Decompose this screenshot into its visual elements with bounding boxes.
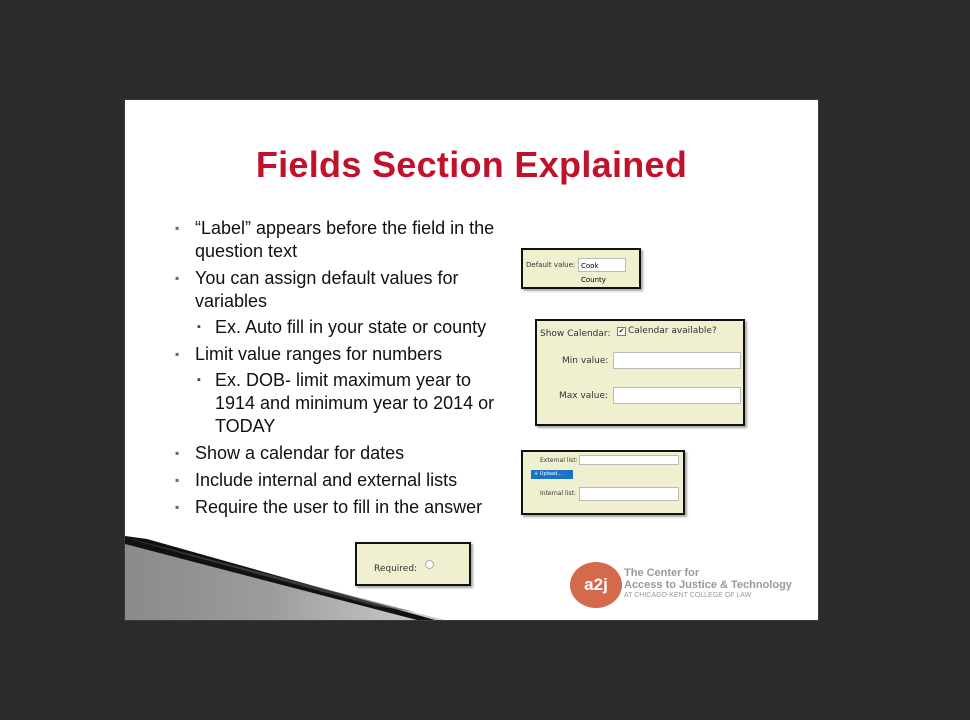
bullet-lists: ▪ Include internal and external lists bbox=[175, 470, 458, 490]
bullet-marker-icon: ▪ bbox=[175, 271, 180, 285]
sub-bullet-marker-icon: ▪ bbox=[197, 374, 201, 386]
sub-bullet-autofill: ▪ Ex. Auto fill in your state or county bbox=[197, 317, 487, 337]
bullet-marker-icon: ▪ bbox=[175, 473, 180, 487]
logo-line-2: Access to Justice & Technology bbox=[624, 579, 792, 591]
bullet-value-ranges: ▪ Limit value ranges for numbers bbox=[175, 344, 443, 364]
bullet-marker-icon: ▪ bbox=[175, 446, 180, 460]
default-value-input[interactable]: Cook County bbox=[578, 258, 626, 272]
slide-title: Fields Section Explained bbox=[255, 144, 688, 185]
default-value-label: Default value: bbox=[526, 261, 576, 269]
required-toggle[interactable] bbox=[425, 560, 434, 569]
external-list-input[interactable] bbox=[579, 455, 679, 465]
logo-line-3: AT CHICAGO-KENT COLLEGE OF LAW bbox=[624, 592, 752, 599]
bullet-calendar: ▪ Show a calendar for dates bbox=[175, 443, 405, 463]
internal-list-input[interactable] bbox=[579, 487, 679, 501]
bullet-label: ▪ “Label” appears before the field in the question text bbox=[175, 218, 495, 261]
sub-bullet-dob: ▪ Ex. DOB- limit maximum year to 1914 and minimum year to 2014 or TODAY bbox=[197, 370, 495, 436]
max-value-input[interactable] bbox=[613, 387, 741, 404]
bullet-default-values: ▪ You can assign default values for variables bbox=[175, 268, 459, 311]
calendar-checkbox[interactable]: ✔ bbox=[618, 327, 625, 335]
bullet-marker-icon: ▪ bbox=[175, 221, 180, 235]
show-calendar-label: Show Calendar: bbox=[540, 329, 611, 339]
external-list-label: External list: bbox=[540, 457, 578, 464]
calendar-screenshot bbox=[535, 319, 745, 426]
bullet-marker-icon: ▪ bbox=[175, 347, 180, 361]
a2j-logo: a2j bbox=[570, 562, 622, 608]
min-value-label: Min value: bbox=[562, 356, 609, 366]
slide bbox=[125, 100, 818, 620]
default-value-screenshot bbox=[521, 248, 641, 289]
sub-bullet-marker-icon: ▪ bbox=[197, 321, 201, 333]
required-label: Required: bbox=[374, 564, 418, 574]
upload-button[interactable]: + Upload... bbox=[531, 470, 573, 479]
bullet-marker-icon: ▪ bbox=[175, 500, 180, 514]
min-value-input[interactable] bbox=[613, 352, 741, 369]
max-value-label: Max value: bbox=[559, 391, 609, 401]
internal-list-label: Internal list: bbox=[540, 490, 576, 497]
logo-line-1: The Center for bbox=[624, 567, 700, 579]
calendar-available-label: Calendar available? bbox=[628, 326, 717, 336]
lists-screenshot bbox=[521, 450, 685, 515]
bullet-required: ▪ Require the user to fill in the answer bbox=[175, 497, 483, 517]
required-screenshot bbox=[355, 542, 471, 586]
